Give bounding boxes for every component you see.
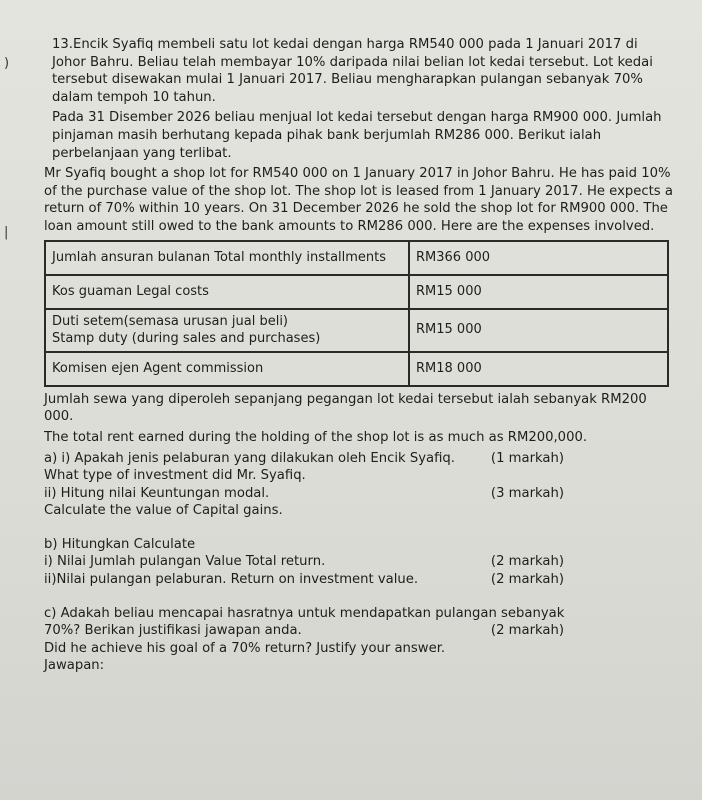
table-row: [45, 241, 668, 275]
marks-label: (2 markah): [490, 554, 564, 570]
question-a-i-english: What type of investment did Mr. Syafiq.: [44, 468, 306, 484]
answer-label: Jawapan:: [44, 658, 105, 674]
expense-item: Komisen ejen Agent commission: [45, 352, 409, 386]
question-c-english: Did he achieve his goal of a 70% return? Justify your answer.: [44, 640, 446, 656]
question-a-i: a) i) Apakah jenis pelaburan yang dilakukan oleh Encik Syafiq. (1 markah): [44, 450, 564, 466]
intro-malay: 13.Encik Syafiq membeli satu lot kedai dengan harga RM540 000 pada 1 Januari 2017 di Johor Bahru. Beliau telah membayar 10% daripada nilai belian lot kedai tersebut. Lot kedai tersebut disewakan mulai 1 Januari 2017. Beliau mengharapkan pulangan sebanyak 70% dalam tempoh 10 tahun.: [52, 37, 653, 105]
expense-item: Duti setem(semasa urusan jual beli) Stamp duty (during sales and purchases): [45, 309, 409, 352]
question-a-ii-english: Calculate the value of Capital gains.: [44, 503, 283, 519]
intro-english: Mr Syafiq bought a shop lot for RM540 000 on 1 January 2017 in Johor Bahru. He has paid 10% of the purchase value of the shop lot. The shop lot is leased from 1 January 2017. He expects a return of 70% within 10 years. On 31 December 2026 he sold the shop lot for RM900 000. The loan amount still owed to the bank amounts to RM286 000. Here are the expenses involved.: [44, 166, 673, 234]
question-body: [44, 36, 674, 675]
expense-amount: RM18 000: [409, 352, 668, 386]
expense-item: Jumlah ansuran bulanan Total monthly installments: [45, 241, 409, 275]
marks-label: (2 markah): [490, 572, 564, 588]
marks-label: (2 markah): [490, 623, 564, 639]
question-c-malay-2: 70%? Berikan justifikasi jawapan anda. (2 markah): [44, 623, 564, 639]
expense-amount: RM15 000: [409, 275, 668, 309]
question-c-malay: c) Adakah beliau mencapai hasratnya untuk mendapatkan pulangan sebanyak: [44, 605, 565, 621]
rent-malay: Jumlah sewa yang diperoleh sepanjang pegangan lot kedai tersebut ialah sebanyak RM200 000.: [44, 391, 647, 425]
table-row: [45, 309, 668, 352]
table-row: [45, 275, 668, 309]
expense-amount: RM15 000: [409, 309, 668, 352]
question-number: 13.: [52, 37, 73, 52]
question-a-ii: ii) Hitung nilai Keuntungan modal. (3 markah): [44, 485, 564, 501]
marks-label: (3 markah): [490, 485, 564, 501]
rent-english: The total rent earned during the holding of the shop lot is as much as RM200,000.: [44, 429, 588, 445]
intro-malay-2: Pada 31 Disember 2026 beliau menjual lot kedai tersebut dengan harga RM900 000. Jumlah pinjaman masih berhutang kepada pihak bank berjumlah RM286 000. Berikut ialah perbelanjaan yang terlibat.: [52, 110, 662, 161]
marks-label: (1 markah): [490, 450, 564, 466]
expense-amount: RM366 000: [409, 241, 668, 275]
question-b-i: i) Nilai Jumlah pulangan Value Total return. (2 markah): [44, 554, 564, 570]
expenses-table: [44, 240, 669, 387]
question-b-ii: ii)Nilai pulangan pelaburan. Return on investment value. (2 markah): [44, 572, 564, 588]
question-b-heading: b) Hitungkan Calculate: [44, 536, 196, 552]
margin-mark: ): [4, 56, 10, 71]
margin-mark: |: [4, 225, 9, 240]
expense-item: Kos guaman Legal costs: [45, 275, 409, 309]
table-row: [45, 352, 668, 386]
